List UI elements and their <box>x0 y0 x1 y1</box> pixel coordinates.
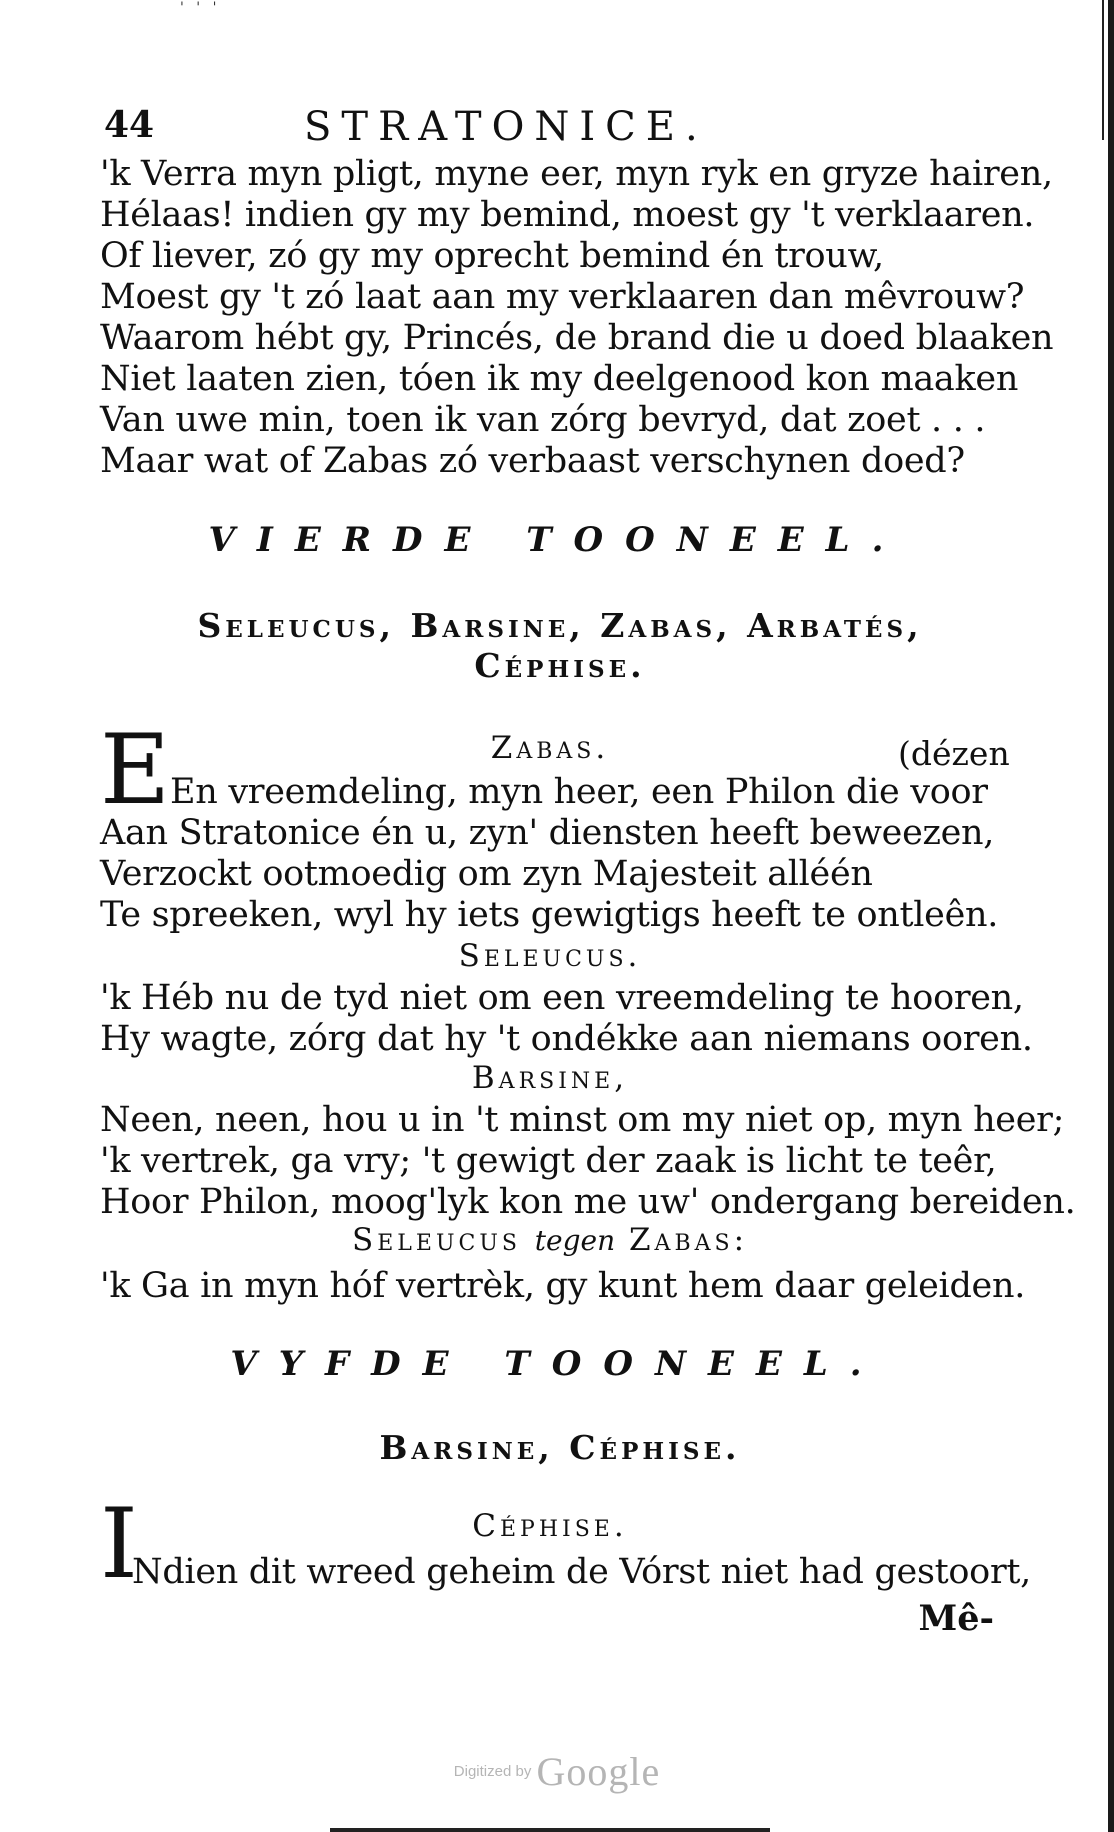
bottom-edge-bar <box>330 1828 770 1832</box>
zabas-speech <box>100 772 1020 936</box>
speaker-seleucus: Seleucus. <box>458 938 642 974</box>
verse-line: Hy wagte, zórg dat hy 't ondékke aan niemans ooren. <box>100 1019 1033 1059</box>
digitized-label: Digitized by <box>453 1763 532 1780</box>
drop-capital-e: E <box>100 714 171 826</box>
speaker-zabas: Zabas. <box>490 730 610 766</box>
speaker-cephise: Céphise. <box>472 1508 628 1544</box>
verse-line: Te spreeken, wyl hy iets gewigtigs heeft te ontleên. <box>100 895 999 935</box>
cast-line: Seleucus, Barsine, Zabas, Arbatés, <box>197 606 923 645</box>
verse-line: 'k Héb nu de tyd niet om een vreemdeling te hooren, <box>100 978 1024 1018</box>
verse-line: Hélaas! indien gy my bemind, moest gy 't verklaaren. <box>100 195 1035 235</box>
scene-5-cast: Barsine, Céphise. <box>379 1428 741 1467</box>
verse-line: Niet laaten zien, tóen ik my deelgenood kon maaken <box>100 359 1019 399</box>
verse-line: Neen, neen, hou u in 't minst om my niet op, myn heer; <box>100 1100 1065 1140</box>
speaker-name: Zabas: <box>629 1222 749 1258</box>
scene-heading-5: VYFDE TOONEEL. <box>230 1344 884 1384</box>
verse-line: Maar wat of Zabas zó verbaast verschynen doed? <box>100 441 965 481</box>
speaker-name: Seleucus <box>351 1222 521 1258</box>
page-edge-shadow <box>1108 0 1114 1832</box>
verse-passage-1 <box>100 154 1054 482</box>
drop-capital-i: I <box>100 1488 138 1600</box>
page-edge-line <box>1102 0 1104 140</box>
google-logo: Google <box>536 1749 661 1794</box>
verse-line: Moest gy 't zó laat aan my verklaaren dan mêvrouw? <box>100 277 1025 317</box>
verse-line: Hoor Philon, moog'lyk kon me uw' ondergang bereiden. <box>100 1182 1076 1222</box>
cast-line: Céphise. <box>474 646 646 685</box>
verse-line: Ndien dit wreed geheim de Vórst niet had gestoort, <box>132 1552 1031 1592</box>
stage-note: (dézen <box>898 734 1010 773</box>
verse-line: 'k vertrek, ga vry; 't gewigt der zaak is licht te teêr, <box>100 1141 997 1181</box>
verse-line: Of liever, zó gy my oprecht bemind én trouw, <box>100 236 884 276</box>
verse-line: 'k Verra myn pligt, myne eer, myn ryk en gryze hairen, <box>100 154 1053 194</box>
seleucus-to-zabas-speech <box>100 1266 1026 1307</box>
seleucus-speech <box>100 978 1033 1060</box>
verse-line: 'k Ga in myn hóf vertrèk, gy kunt hem daar geleiden. <box>100 1266 1026 1306</box>
running-title: STRATONICE. <box>304 104 708 150</box>
scene-4-cast <box>100 606 1020 686</box>
verse-line: Waarom hébt gy, Princés, de brand die u doed blaaken <box>100 318 1054 358</box>
verse-line: En vreemdeling, myn heer, een Philon die voor <box>170 772 988 812</box>
barsine-speech <box>100 1100 1076 1223</box>
top-edge-marks: ' ' ' <box>180 0 221 16</box>
verse-line: Van uwe min, toen ik van zórg bevryd, dat zoet . . . <box>100 400 986 440</box>
digitized-watermark <box>0 1748 1114 1795</box>
verse-line: Aan Stratonice én u, zyn' diensten heeft beweezen, <box>100 813 995 853</box>
speaker-seleucus-to-zabas <box>250 1222 850 1258</box>
verse-line: Verzockt ootmoedig om zyn Majesteit alléén <box>100 854 873 894</box>
stage-direction: tegen <box>534 1224 616 1257</box>
page-header <box>104 104 1004 154</box>
cephise-speech <box>132 1552 1052 1593</box>
page-number: 44 <box>104 104 155 146</box>
speaker-barsine: Barsine, <box>471 1060 629 1096</box>
scene-heading-4: VIERDE TOONEEL. <box>208 520 906 560</box>
catchword: Mê- <box>918 1598 994 1639</box>
